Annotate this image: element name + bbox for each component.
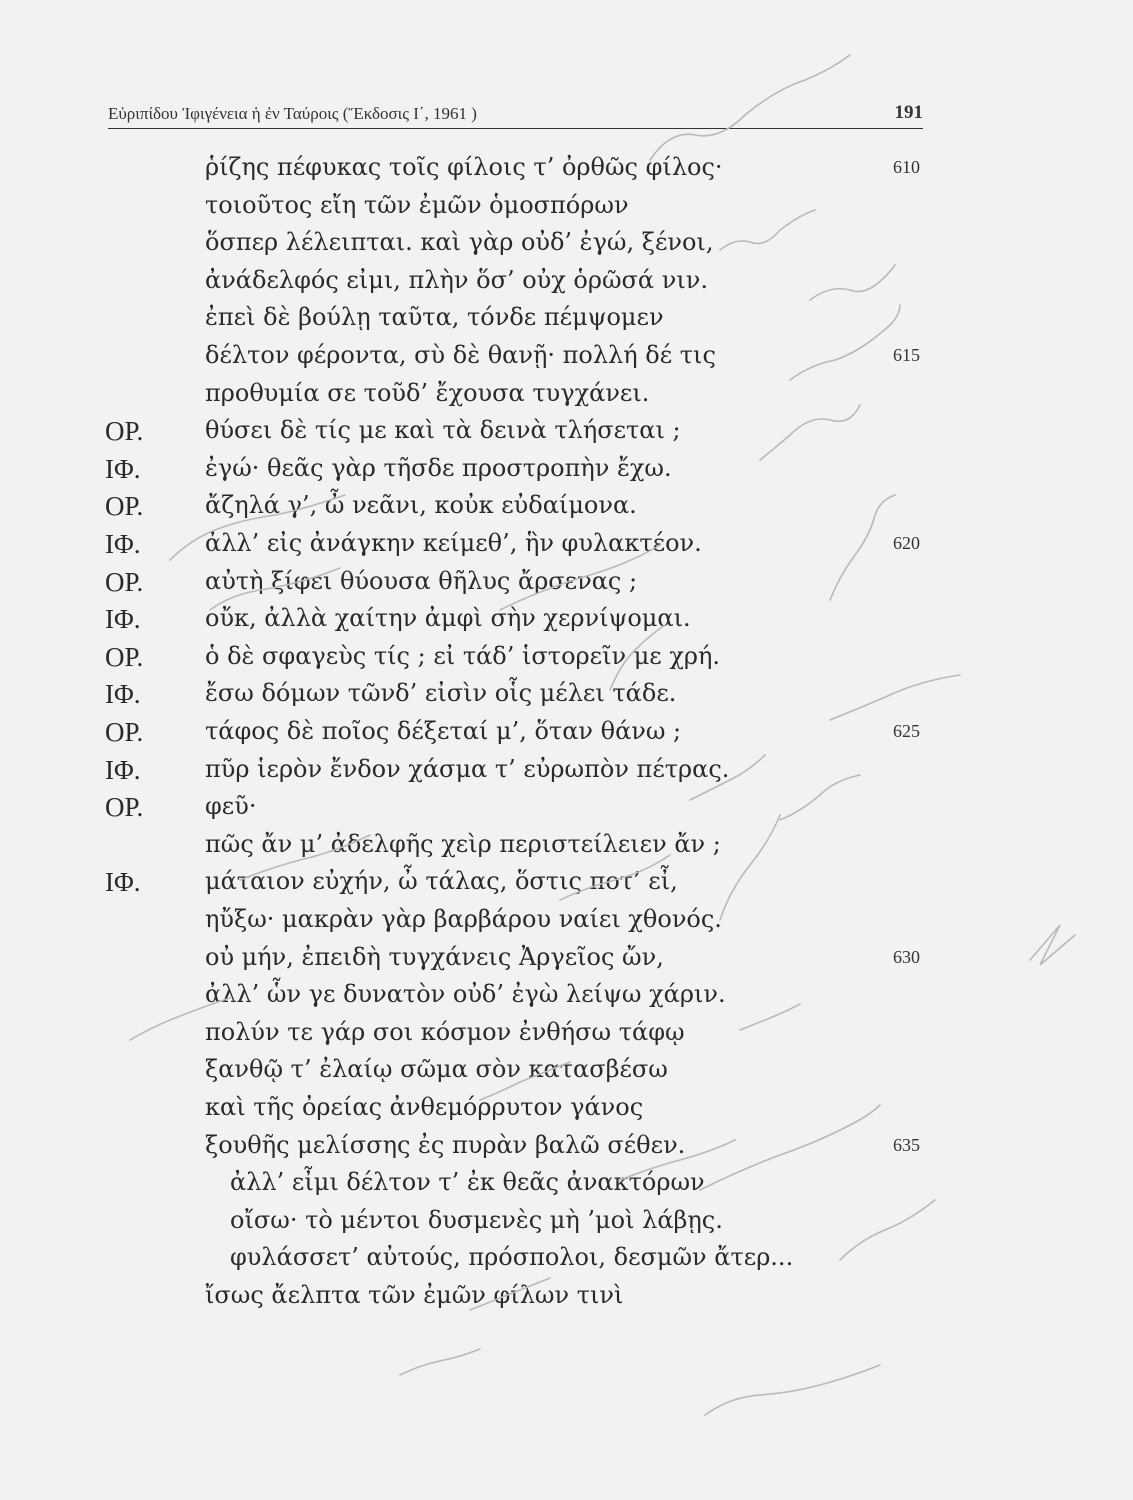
verse-line [0,642,1133,678]
speaker-label: ΙΦ. [105,867,141,898]
verse-text: πολύν τε γάρ σοι κόσμον ἐνθήσω τάφῳ [205,1017,685,1046]
verse-line [0,1206,1133,1242]
verse-text: ἀνάδελφός εἰμι, πλὴν ὅσ’ οὐχ ὁρῶσά νιν. [205,265,708,294]
verse-line [0,379,1133,415]
verse-text: πῦρ ἱερὸν ἔνδον χάσμα τ’ εὐρωπὸν πέτρας. [205,754,730,783]
pencil-scribble [400,1349,480,1375]
verse-text: ἴσως ἄελπτα τῶν ἐμῶν φίλων τινὶ [205,1281,624,1309]
verse-line [0,717,1133,753]
verse-text: ἀλλ’ εἰς ἀνάγκην κείμεθ’, ἣν φυλακτέον. [205,529,702,557]
speaker-label: ΟΡ. [105,641,144,672]
verse-text: ξανθῷ τ’ ἐλαίῳ σῶμα σὸν κατασβέσω [205,1055,668,1084]
verse-text: θύσει δὲ τίς με καὶ τὰ δεινὰ τλήσεται ; [205,416,681,445]
verse-text: φυλάσσετ’ αὐτούς, πρόσπολοι, δεσμῶν ἄτερ... [230,1243,794,1272]
verse-text: ῥίζης πέφυκας τοῖς φίλοις τ’ ὀρθῶς φίλος· [205,153,723,181]
speaker-label: ΙΦ. [105,604,141,635]
verse-line [0,1168,1133,1204]
verse-text: ὁ δὲ σφαγεὺς τίς ; εἰ τάδ’ ἱστορεῖν με χρή. [205,641,721,670]
speaker-label: ΙΦ. [105,529,141,559]
page-header [108,100,923,129]
verse-text: ἐγώ· θεᾶς γὰρ τῆσδε προστροπὴν ἔχω. [205,453,672,482]
verse-text: οἴσω· τὸ μέντοι δυσμενὲς μὴ ’μοὶ λάβῃς. [230,1205,723,1234]
pencil-scribble [705,1365,880,1415]
speaker-label: ΟΡ. [105,566,144,597]
verse-text: φεῦ· [205,792,257,821]
verse-text: ἀλλ’ εἶμι δέλτον τ’ ἐκ θεᾶς ἀνακτόρων [230,1168,705,1197]
verse-line [0,228,1133,264]
page-number: 191 [894,102,923,123]
verse-line [0,1131,1133,1167]
verse-line [0,303,1133,339]
running-title: Εὐριπίδου Ἰφιγένεια ἡ ἐν Ταύροις (Ἔκδοσις Ι΄, 1961 ) [108,104,477,123]
speaker-label: ΟΡ. [105,416,144,447]
verse-line [0,153,1133,189]
verse-line [0,1093,1133,1129]
line-number: 625 [893,721,920,741]
verse-line [0,266,1133,302]
speaker-label: ΙΦ. [105,754,141,785]
verse-text: ξουθῆς μελίσσης ἐς πυρὰν βαλῶ σέθεν. [205,1130,686,1159]
verse-line [0,567,1133,603]
speaker-label: ΟΡ. [105,792,144,823]
line-number: 630 [893,946,920,967]
verse-line [0,905,1133,941]
verse-line [0,980,1133,1016]
verse-line [0,529,1133,565]
verse-line [0,830,1133,866]
verse-line [0,491,1133,527]
verse-line [0,1281,1133,1317]
line-number: 620 [893,533,920,553]
verse-text: ἔσω δόμων τῶνδ’ εἰσὶν οἷς μέλει τάδε. [205,679,677,708]
speaker-label: ΙΦ. [105,679,141,710]
line-number: 615 [893,345,920,365]
verse-text: προθυμία σε τοῦδ’ ἔχουσα τυγχάνει. [205,378,650,407]
speaker-label: ΟΡ. [105,491,144,522]
verse-line [0,341,1133,377]
line-number: 610 [893,157,920,177]
verse-text: δέλτον φέροντα, σὺ δὲ θανῇ· πολλή δέ τις [205,341,716,369]
verse-line [0,792,1133,828]
verse-line [0,867,1133,903]
verse-text: αὐτὴ ξίφει θύουσα θῆλυς ἄρσενας ; [205,566,638,595]
verse-line [0,1055,1133,1091]
speaker-label: ΟΡ. [105,717,144,747]
verse-text: μάταιον εὐχήν, ὦ τάλας, ὅστις ποτ’ εἶ, [205,867,678,896]
verse-line [0,604,1133,640]
verse-text: καὶ τῆς ὀρείας ἀνθεμόρρυτον γάνος [205,1093,644,1121]
verse-text: πῶς ἄν μ’ ἀδελφῆς χεὶρ περιστείλειεν ἄν ; [205,829,721,858]
verse-text: τάφος δὲ ποῖος δέξεταί μ’, ὅταν θάνω ; [205,717,682,745]
verse-line [0,943,1133,979]
verse-line [0,1243,1133,1279]
verse-line [0,454,1133,490]
line-number: 635 [893,1134,920,1155]
verse-line [0,416,1133,452]
verse-line [0,755,1133,791]
verse-text: ηὔξω· μακρὰν γὰρ βαρβάρου ναίει χθονός. [205,905,722,933]
verse-text: ὅσπερ λέλειπται. καὶ γὰρ οὐδ’ ἐγώ, ξένοι, [205,228,714,257]
verse-line [0,679,1133,715]
verse-line [0,1018,1133,1054]
speaker-label: ΙΦ. [105,453,141,484]
verse-line [0,191,1133,227]
verse-text: τοιοῦτος εἴη τῶν ἐμῶν ὁμοσπόρων [205,190,629,219]
verse-text: ἀλλ’ ὧν γε δυνατὸν οὐδ’ ἐγὼ λείψω χάριν. [205,980,726,1009]
verse-text: ἄζηλά γ’, ὦ νεᾶνι, κοὐκ εὐδαίμονα. [205,491,637,520]
verse-text: οὔκ, ἀλλὰ χαίτην ἀμφὶ σὴν χερνίψομαι. [205,604,691,633]
verse-text: ἐπεὶ δὲ βούλῃ ταῦτα, τόνδε πέμψομεν [205,303,664,332]
verse-text: οὐ μήν, ἐπειδὴ τυγχάνεις Ἀργεῖος ὤν, [205,942,664,971]
